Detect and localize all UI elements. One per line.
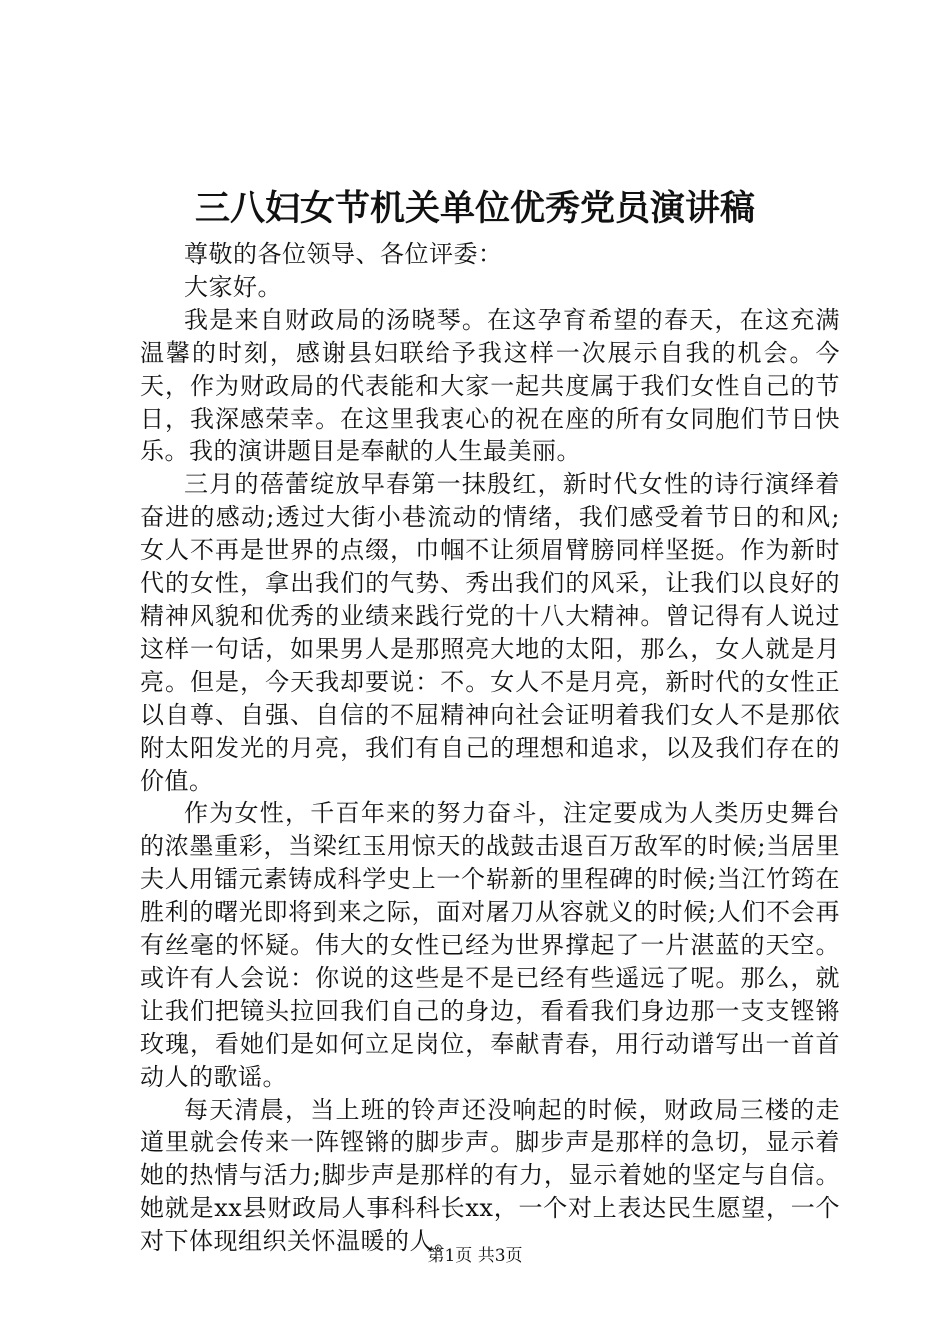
page-footer: 第1页 共3页 <box>427 1246 523 1266</box>
greeting: 大家好。 <box>184 272 282 301</box>
document-body <box>140 238 840 1258</box>
paragraph-history: 作为女性，千百年来的努力奋斗，注定要成为人类历史舞台的浓墨重彩，当梁红玉用惊天的战鼓击退百万敌军的时候;当居里夫人用镭元素铸成科学史上一个崭新的里程碑的时候;当江竹筠在胜利的曙光即将到来之际，面对屠刀从容就义的时候;人们不会再有丝毫的怀疑。伟大的女性已经为世界撑起了一片湛蓝的天空。或许有人会说：你说的这些是不是已经有些遥远了呢。那么，就让我们把镜头拉回我们自己的身边，看看我们身边那一支支铿锵玫瑰，看她们是如何立足岗位，奉献青春，用行动谱写出一首首动人的歌谣。 <box>140 799 840 1091</box>
salutation: 尊敬的各位领导、各位评委： <box>184 240 503 268</box>
document-title: 三八妇女节机关单位优秀党员演讲稿 <box>194 188 755 229</box>
paragraph-march: 三月的蓓蕾绽放早春第一抹殷红，新时代女性的诗行演绎着奋进的感动;透过大街小巷流动的情绪，我们感受着节日的和风;女人不再是世界的点缀，巾帼不让须眉臂膀同样坚挺。作为新时代的女性，拿出我们的气势、秀出我们的风采，让我们以良好的精神风貌和优秀的业绩来践行党的十八大精神。曾记得有人说过这样一句话，如果男人是那照亮大地的太阳，那么，女人就是月亮。但是，今天我却要说：不。女人不是月亮，新时代的女性正以自尊、自强、自信的不屈精神向社会证明着我们女人不是那依附太阳发光的月亮，我们有自己的理想和追求，以及我们存在的价值。 <box>140 470 840 795</box>
paragraph-morning: 每天清晨，当上班的铃声还没响起的时候，财政局三楼的走道里就会传来一阵铿锵的脚步声。脚步声是那样的急切，显示着她的热情与活力;脚步声是那样的有力，显示着她的坚定与自信。她就是xx县财政局人事科科长xx，一个对上表达民生愿望，一个对下体现组织关怀温暖的人。 <box>140 1095 840 1256</box>
paragraph-intro: 我是来自财政局的汤晓琴。在这孕育希望的春天，在这充满温馨的时刻，感谢县妇联给予我这样一次展示自我的机会。今天，作为财政局的代表能和大家一起共度属于我们女性自己的节日，我深感荣幸。在这里我衷心的祝在座的所有女同胞们节日快乐。我的演讲题目是奉献的人生最美丽。 <box>140 305 840 466</box>
